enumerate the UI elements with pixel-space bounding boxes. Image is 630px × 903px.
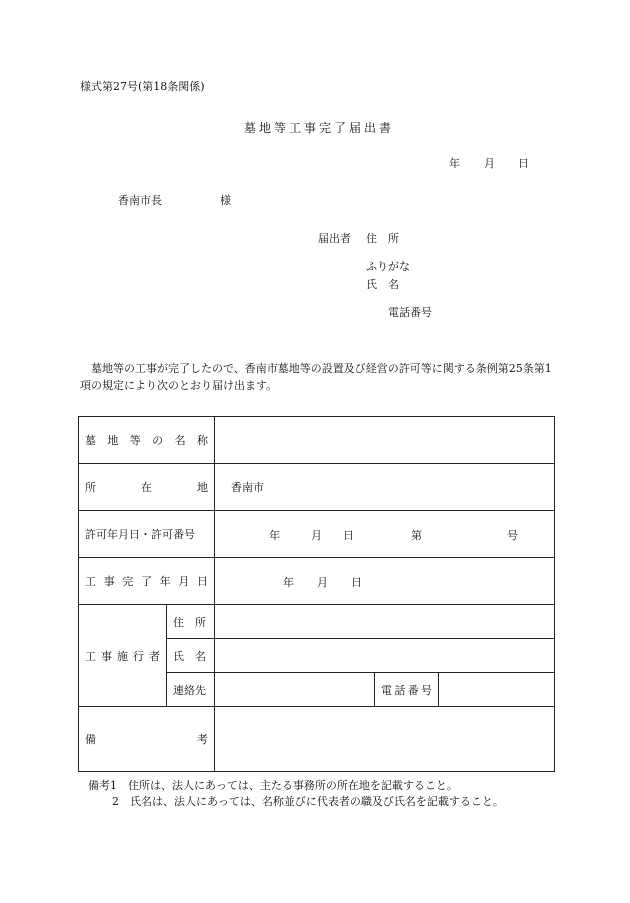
permit-year-label: 年 <box>269 529 280 542</box>
contractor-address-field[interactable] <box>215 605 555 639</box>
footnote-2: 2 氏名は、法人にあっては、名称並びに代表者の職及び氏名を記載すること。 <box>112 795 504 808</box>
location-label: 所 在 地 <box>85 481 208 494</box>
applicant-furigana-label: ふりがな <box>366 260 410 273</box>
date-day-label: 日 <box>518 157 529 170</box>
applicant-address-label: 住 所 <box>366 232 399 245</box>
applicant-name-label: 氏 名 <box>366 278 399 291</box>
contractor-phone-label-cell <box>375 673 439 707</box>
row-contractor-address <box>79 605 555 639</box>
contractor-label: 工 事 施 行 者 <box>85 649 160 663</box>
completion-form-table <box>78 416 555 772</box>
cemetery-name-label: 墓 地 等 の 名 称 <box>85 434 208 447</box>
row-cemetery-name <box>79 417 555 464</box>
completion-date-field[interactable] <box>215 558 555 605</box>
permit-label: 許可年月日・許可番号 <box>85 528 195 541</box>
footnote-1: 備考1 住所は、法人にあっては、主たる事務所の所在地を記載すること。 <box>88 779 458 792</box>
form-number: 様式第27号(第18条関係) <box>80 80 205 93</box>
row-completion-date <box>79 558 555 605</box>
permit-number-suffix: 号 <box>507 529 518 542</box>
location-field[interactable] <box>215 464 555 511</box>
date-month-label: 月 <box>484 157 495 170</box>
contractor-phone-field[interactable] <box>439 673 555 707</box>
row-remarks <box>79 707 555 772</box>
remarks-field[interactable] <box>215 707 555 772</box>
body-text: 墓地等の工事が完了したので、香南市墓地等の設置及び経営の許可等に関する条例第25条第1項の規定により次のとおり届け出ます。 <box>80 362 552 392</box>
page-title: 墓地等工事完了届出書 <box>244 121 395 135</box>
applicant-phone-label: 電話番号 <box>388 306 432 319</box>
completion-month-label: 月 <box>317 576 328 589</box>
contractor-label-cell <box>79 605 167 707</box>
contractor-contact-label: 連絡先 <box>173 683 206 697</box>
addressee-name: 香南市長 <box>118 194 162 207</box>
row-permit <box>79 511 555 558</box>
cemetery-name-label-cell <box>79 417 215 464</box>
footnotes <box>88 778 504 810</box>
contractor-contact-field[interactable] <box>215 673 375 707</box>
date-year-label: 年 <box>449 157 460 170</box>
completion-day-label: 日 <box>351 576 362 589</box>
contractor-contact-label-cell <box>167 673 215 707</box>
contractor-name-label-cell <box>167 639 215 673</box>
completion-label: 工 事 完 了 年 月 日 <box>85 575 208 588</box>
completion-label-cell <box>79 558 215 605</box>
contractor-phone-label: 電 話 番 号 <box>381 683 432 697</box>
permit-field[interactable] <box>215 511 555 558</box>
permit-label-cell <box>79 511 215 558</box>
addressee-honorific: 様 <box>220 194 231 207</box>
cemetery-name-field[interactable] <box>215 417 555 464</box>
remarks-label-cell <box>79 707 215 772</box>
applicant-label: 届出者 <box>318 232 351 245</box>
location-value: 香南市 <box>231 481 264 494</box>
permit-day-label: 日 <box>343 529 354 542</box>
completion-year-label: 年 <box>283 576 294 589</box>
remarks-label: 備 考 <box>85 733 208 746</box>
row-location <box>79 464 555 511</box>
contractor-name-field[interactable] <box>215 639 555 673</box>
permit-number-prefix: 第 <box>411 529 422 542</box>
permit-month-label: 月 <box>311 529 322 542</box>
location-label-cell <box>79 464 215 511</box>
contractor-address-label-cell <box>167 605 215 639</box>
contractor-address-label: 住 所 <box>173 615 206 629</box>
contractor-name-label: 氏 名 <box>173 649 206 663</box>
